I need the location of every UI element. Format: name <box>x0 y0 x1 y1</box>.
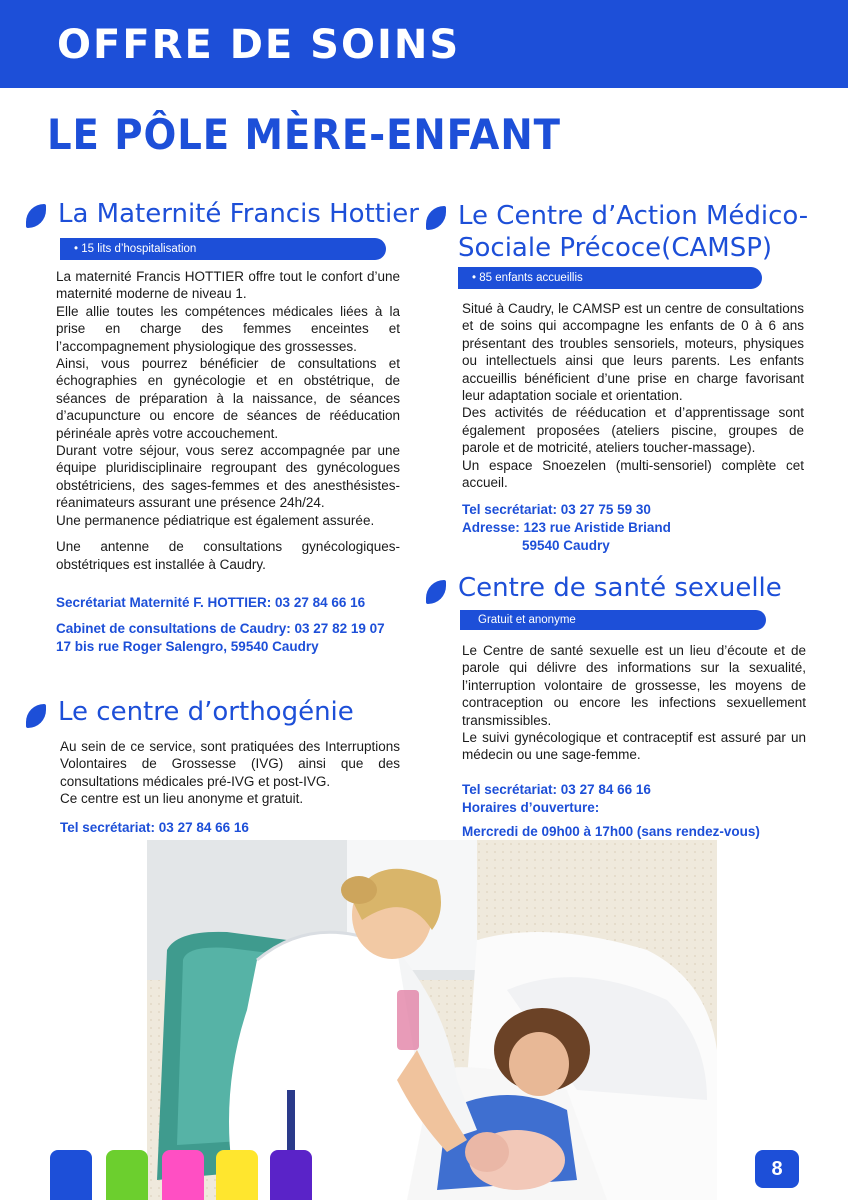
paragraph: Elle allie toutes les compétences médicales liées à la prise en charge des femmes enceintes et l’accompagnement physiologique des grossesses. <box>56 303 400 354</box>
paragraph: La maternité Francis HOTTIER offre tout le confort d’une maternité moderne de niveau 1. <box>56 269 400 302</box>
paragraph: Des activités de rééducation et d’apprentissage sont également proposées (ateliers piscine, groupes de parole et de motricité, ateliers toucher-massage). <box>462 405 804 456</box>
section-camsp <box>426 200 809 555</box>
paragraph: Situé à Caudry, le CAMSP est un centre de consultations et de soins qui accompagne les enfants de 0 à 6 ans présentant des troubles sensoriels, moteurs, physiques ou intellectuels ainsi que leurs parents. Les enfants accueillis bénéficient d’une prise en charge favorisant leur adaptation sociale et orientation. <box>462 301 804 404</box>
leaf-icon <box>426 206 446 230</box>
camsp-tel: Tel secrétariat: 03 27 75 59 30 <box>462 502 651 518</box>
camsp-badge: • 85 enfants accueillis <box>458 267 762 289</box>
orthogenie-heading <box>26 696 400 728</box>
leaf-icon <box>426 580 446 604</box>
swatch-yellow <box>216 1150 258 1200</box>
swatch-purple <box>270 1150 312 1200</box>
maternite-secretariat: Secrétariat Maternité F. HOTTIER: 03 27 84 66 16 <box>56 594 366 610</box>
sante-hours-label: Horaires d’ouverture: <box>462 799 600 815</box>
section-sante-sexuelle <box>426 572 806 841</box>
camsp-contacts <box>462 501 806 555</box>
paragraph: Une antenne de consultations gynécologiques-obstétriques est installée à Caudry. <box>56 539 400 572</box>
sante-text <box>462 642 806 764</box>
sante-tel: Tel secrétariat: 03 27 84 66 16 <box>462 781 651 797</box>
maternite-address: 17 bis rue Roger Salengro, 59540 Caudry <box>56 638 319 654</box>
maternite-title: La Maternité Francis Hottier <box>58 199 419 229</box>
sante-contacts <box>462 781 806 841</box>
section-orthogenie <box>26 696 400 837</box>
maternite-badge: • 15 lits d’hospitalisation <box>60 238 386 260</box>
maternite-heading <box>26 198 419 230</box>
paragraph: Durant votre séjour, vous serez accompagnée par une équipe pluridisciplinaire regroupant des gynécologues obstétriciens, des sages-femmes et des anesthésistes-réanimateurs assurant une présence 24h/24. <box>56 443 400 511</box>
camsp-address: Adresse: 123 rue Aristide Briand <box>462 520 671 536</box>
orthogenie-contact: Tel secrétariat: 03 27 84 66 16 <box>60 819 249 835</box>
maternite-cabinet: Cabinet de consultations de Caudry: 03 27 82 19 07 <box>56 620 385 636</box>
paragraph: Un espace Snoezelen (multi-sensoriel) complète cet accueil. <box>462 457 804 491</box>
paragraph: Au sein de ce service, sont pratiquées des Interruptions Volontaires de Grossesse (IVG) ainsi que des consultations médicales pré-IVG et post-IVG. <box>60 739 400 789</box>
camsp-title-line1: Le Centre d’Action Médico- <box>458 201 809 231</box>
paragraph: Le suivi gynécologique et contraceptif est assuré par un médecin ou une sage-femme. <box>462 730 806 763</box>
photo-illustration <box>147 840 717 1200</box>
paragraph: Une permanence pédiatrique est également assurée. <box>56 512 375 528</box>
section-maternite <box>26 198 419 656</box>
sante-title: Centre de santé sexuelle <box>458 573 782 603</box>
paragraph: Ce centre est un lieu anonyme et gratuit. <box>60 791 304 807</box>
maternite-text <box>56 268 400 573</box>
sante-badge: Gratuit et anonyme <box>460 610 766 630</box>
sante-hours-value: Mercredi de 09h00 à 17h00 (sans rendez-vous) <box>462 823 760 839</box>
sante-heading <box>426 572 806 604</box>
paragraph: Ainsi, vous pourrez bénéficier de consultations et échographies en gynécologie et en obstétrique, de séances de préparation à la naissance, de séances d’acupuncture ou encore de séances de rééducation périnéale après votre accouchement. <box>56 356 400 441</box>
swatch-blue <box>50 1150 92 1200</box>
page-title: LE PÔLE MÈRE-ENFANT <box>47 110 561 159</box>
photo-nurse-mother-baby <box>147 840 717 1200</box>
page-number: 8 <box>755 1150 799 1188</box>
leaf-icon <box>26 704 46 728</box>
orthogenie-title: Le centre d’orthogénie <box>58 697 354 727</box>
leaf-icon <box>26 204 46 228</box>
camsp-title-line2: Sociale Précoce(CAMSP) <box>458 233 773 263</box>
header-title: OFFRE DE SOINS <box>57 22 461 68</box>
camsp-heading <box>426 200 809 264</box>
swatch-green <box>106 1150 148 1200</box>
orthogenie-text <box>60 738 400 808</box>
paragraph: Le Centre de santé sexuelle est un lieu d’écoute et de parole qui délivre des informations sur la sexualité, l’interruption volontaire de grossesse, les moyens de contraception ou encore les infections sexuellement transmissibles. <box>462 643 806 728</box>
maternite-contacts <box>56 594 400 656</box>
camsp-city: 59540 Caudry <box>522 538 610 554</box>
camsp-text <box>462 300 804 491</box>
swatch-pink <box>162 1150 204 1200</box>
